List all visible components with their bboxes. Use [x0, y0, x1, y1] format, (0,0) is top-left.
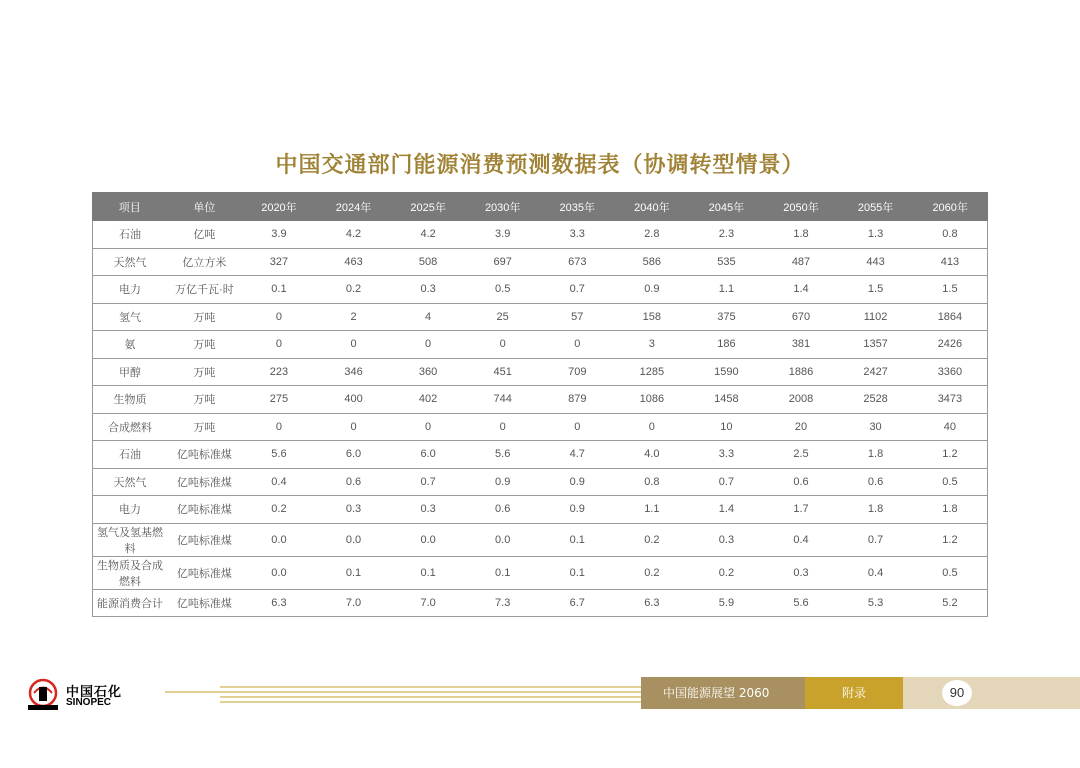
value-cell: 0.0 [242, 556, 317, 589]
value-cell: 2528 [838, 386, 913, 414]
value-cell: 0 [465, 331, 540, 359]
value-cell: 0.0 [465, 523, 540, 556]
value-cell: 1.8 [764, 221, 839, 249]
value-cell: 1357 [838, 331, 913, 359]
value-cell: 0.9 [465, 468, 540, 496]
value-cell: 1.4 [689, 496, 764, 524]
value-cell: 0.2 [689, 556, 764, 589]
value-cell: 7.0 [316, 589, 391, 617]
value-cell: 0.4 [838, 556, 913, 589]
footer-page-band [903, 677, 1080, 709]
row-unit-cell: 亿吨 [167, 221, 242, 249]
table-row [93, 523, 988, 556]
value-cell: 0.5 [913, 556, 988, 589]
table-row [93, 496, 988, 524]
page-number: 90 [942, 680, 972, 706]
value-cell: 3.3 [540, 221, 615, 249]
value-cell: 0.5 [465, 276, 540, 304]
logo-english-name: SINOPEC [66, 697, 112, 708]
value-cell: 2 [316, 303, 391, 331]
value-cell: 360 [391, 358, 466, 386]
row-unit-cell: 万吨 [167, 358, 242, 386]
value-cell: 10 [689, 413, 764, 441]
value-cell: 0.1 [316, 556, 391, 589]
value-cell: 5.6 [465, 441, 540, 469]
value-cell: 0.0 [242, 523, 317, 556]
row-item-cell: 电力 [93, 276, 168, 304]
row-unit-cell: 亿吨标准煤 [167, 496, 242, 524]
row-item-cell: 能源消费合计 [93, 589, 168, 617]
row-unit-cell: 亿吨标准煤 [167, 523, 242, 556]
value-cell: 508 [391, 248, 466, 276]
value-cell: 6.3 [242, 589, 317, 617]
value-cell: 6.3 [615, 589, 690, 617]
value-cell: 1.2 [913, 441, 988, 469]
value-cell: 402 [391, 386, 466, 414]
value-cell: 4.0 [615, 441, 690, 469]
value-cell: 5.9 [689, 589, 764, 617]
value-cell: 0.2 [615, 523, 690, 556]
footer-section-label: 附录 [805, 677, 903, 709]
value-cell: 20 [764, 413, 839, 441]
column-header: 2050年 [764, 193, 839, 221]
value-cell: 6.0 [316, 441, 391, 469]
value-cell: 879 [540, 386, 615, 414]
value-cell: 0.2 [615, 556, 690, 589]
value-cell: 1.5 [838, 276, 913, 304]
value-cell: 1.8 [838, 441, 913, 469]
value-cell: 0.0 [391, 523, 466, 556]
value-cell: 463 [316, 248, 391, 276]
table-row [93, 589, 988, 617]
value-cell: 1.1 [615, 496, 690, 524]
value-cell: 0.2 [242, 496, 317, 524]
value-cell: 0.3 [391, 276, 466, 304]
column-header: 2055年 [838, 193, 913, 221]
value-cell: 1.8 [913, 496, 988, 524]
value-cell: 1458 [689, 386, 764, 414]
value-cell: 709 [540, 358, 615, 386]
value-cell: 5.3 [838, 589, 913, 617]
value-cell: 1.5 [913, 276, 988, 304]
value-cell: 40 [913, 413, 988, 441]
row-item-cell: 甲醇 [93, 358, 168, 386]
value-cell: 1.4 [764, 276, 839, 304]
value-cell: 186 [689, 331, 764, 359]
value-cell: 7.0 [391, 589, 466, 617]
value-cell: 443 [838, 248, 913, 276]
table-row [93, 358, 988, 386]
value-cell: 0.2 [316, 276, 391, 304]
value-cell: 4.2 [391, 221, 466, 249]
value-cell: 0.9 [615, 276, 690, 304]
footer-report-title: 中国能源展望 2060 [641, 677, 805, 709]
column-header: 2020年 [242, 193, 317, 221]
value-cell: 4.2 [316, 221, 391, 249]
column-header: 2045年 [689, 193, 764, 221]
column-header: 2040年 [615, 193, 690, 221]
value-cell: 0 [540, 331, 615, 359]
value-cell: 4.7 [540, 441, 615, 469]
row-item-cell: 石油 [93, 221, 168, 249]
value-cell: 0.9 [540, 468, 615, 496]
row-unit-cell: 亿立方米 [167, 248, 242, 276]
value-cell: 451 [465, 358, 540, 386]
value-cell: 1590 [689, 358, 764, 386]
value-cell: 0 [615, 413, 690, 441]
value-cell: 0.9 [540, 496, 615, 524]
value-cell: 3 [615, 331, 690, 359]
value-cell: 1285 [615, 358, 690, 386]
value-cell: 6.7 [540, 589, 615, 617]
value-cell: 2426 [913, 331, 988, 359]
value-cell: 3473 [913, 386, 988, 414]
value-cell: 0 [316, 413, 391, 441]
value-cell: 25 [465, 303, 540, 331]
value-cell: 586 [615, 248, 690, 276]
value-cell: 400 [316, 386, 391, 414]
value-cell: 0.6 [838, 468, 913, 496]
value-cell: 1086 [615, 386, 690, 414]
column-header: 单位 [167, 193, 242, 221]
value-cell: 1886 [764, 358, 839, 386]
value-cell: 0.0 [316, 523, 391, 556]
value-cell: 375 [689, 303, 764, 331]
value-cell: 275 [242, 386, 317, 414]
table-row [93, 221, 988, 249]
value-cell: 0.7 [689, 468, 764, 496]
row-unit-cell: 万吨 [167, 413, 242, 441]
row-item-cell: 合成燃料 [93, 413, 168, 441]
value-cell: 0 [391, 413, 466, 441]
value-cell: 3.9 [465, 221, 540, 249]
row-unit-cell: 万吨 [167, 331, 242, 359]
value-cell: 0 [540, 413, 615, 441]
value-cell: 2.3 [689, 221, 764, 249]
value-cell: 0.1 [242, 276, 317, 304]
value-cell: 5.6 [242, 441, 317, 469]
row-item-cell: 天然气 [93, 248, 168, 276]
footer-decorative-lines [165, 683, 641, 703]
row-unit-cell: 亿吨标准煤 [167, 441, 242, 469]
table-row [93, 276, 988, 304]
row-item-cell: 氨 [93, 331, 168, 359]
row-item-cell: 生物质 [93, 386, 168, 414]
value-cell: 1.7 [764, 496, 839, 524]
value-cell: 0.3 [689, 523, 764, 556]
value-cell: 0.6 [316, 468, 391, 496]
row-item-cell: 氢气及氢基燃料 [93, 523, 168, 556]
value-cell: 7.3 [465, 589, 540, 617]
value-cell: 0.1 [391, 556, 466, 589]
value-cell: 0.5 [913, 468, 988, 496]
value-cell: 0.4 [764, 523, 839, 556]
value-cell: 0 [316, 331, 391, 359]
table-row [93, 441, 988, 469]
value-cell: 0.7 [838, 523, 913, 556]
value-cell: 0.6 [764, 468, 839, 496]
value-cell: 5.2 [913, 589, 988, 617]
value-cell: 0 [242, 413, 317, 441]
value-cell: 535 [689, 248, 764, 276]
value-cell: 0.8 [615, 468, 690, 496]
sinopec-logo [26, 676, 136, 716]
value-cell: 3360 [913, 358, 988, 386]
value-cell: 0.7 [391, 468, 466, 496]
value-cell: 1.1 [689, 276, 764, 304]
column-header: 2030年 [465, 193, 540, 221]
row-item-cell: 氢气 [93, 303, 168, 331]
value-cell: 673 [540, 248, 615, 276]
value-cell: 4 [391, 303, 466, 331]
column-header: 2025年 [391, 193, 466, 221]
value-cell: 0.7 [540, 276, 615, 304]
column-header: 2060年 [913, 193, 988, 221]
value-cell: 0 [242, 331, 317, 359]
value-cell: 3.3 [689, 441, 764, 469]
value-cell: 0.1 [540, 556, 615, 589]
row-item-cell: 生物质及合成燃料 [93, 556, 168, 589]
row-unit-cell: 万吨 [167, 386, 242, 414]
value-cell: 5.6 [764, 589, 839, 617]
column-header: 项目 [93, 193, 168, 221]
value-cell: 158 [615, 303, 690, 331]
energy-consumption-table [92, 192, 988, 617]
value-cell: 2008 [764, 386, 839, 414]
value-cell: 1.8 [838, 496, 913, 524]
value-cell: 0.4 [242, 468, 317, 496]
table-body [93, 221, 988, 617]
value-cell: 1.3 [838, 221, 913, 249]
table-row [93, 413, 988, 441]
value-cell: 3.9 [242, 221, 317, 249]
value-cell: 223 [242, 358, 317, 386]
value-cell: 0.6 [465, 496, 540, 524]
value-cell: 0.1 [540, 523, 615, 556]
table-header-row [93, 193, 988, 221]
table-row [93, 386, 988, 414]
row-item-cell: 石油 [93, 441, 168, 469]
table-row [93, 331, 988, 359]
value-cell: 30 [838, 413, 913, 441]
table-row [93, 556, 988, 589]
value-cell: 0 [242, 303, 317, 331]
value-cell: 0 [391, 331, 466, 359]
value-cell: 57 [540, 303, 615, 331]
value-cell: 0 [465, 413, 540, 441]
value-cell: 0.1 [465, 556, 540, 589]
value-cell: 1102 [838, 303, 913, 331]
table-row [93, 468, 988, 496]
value-cell: 6.0 [391, 441, 466, 469]
column-header: 2035年 [540, 193, 615, 221]
row-item-cell: 天然气 [93, 468, 168, 496]
value-cell: 0.3 [764, 556, 839, 589]
row-unit-cell: 亿吨标准煤 [167, 468, 242, 496]
value-cell: 0.3 [391, 496, 466, 524]
value-cell: 697 [465, 248, 540, 276]
value-cell: 413 [913, 248, 988, 276]
row-item-cell: 电力 [93, 496, 168, 524]
value-cell: 327 [242, 248, 317, 276]
row-unit-cell: 万吨 [167, 303, 242, 331]
table-row [93, 248, 988, 276]
row-unit-cell: 亿吨标准煤 [167, 589, 242, 617]
value-cell: 487 [764, 248, 839, 276]
row-unit-cell: 亿吨标准煤 [167, 556, 242, 589]
value-cell: 1.2 [913, 523, 988, 556]
value-cell: 0.3 [316, 496, 391, 524]
value-cell: 346 [316, 358, 391, 386]
value-cell: 744 [465, 386, 540, 414]
sinopec-logo-icon [26, 678, 60, 712]
row-unit-cell: 万亿千瓦·时 [167, 276, 242, 304]
value-cell: 2.5 [764, 441, 839, 469]
value-cell: 381 [764, 331, 839, 359]
value-cell: 670 [764, 303, 839, 331]
column-header: 2024年 [316, 193, 391, 221]
value-cell: 0.8 [913, 221, 988, 249]
value-cell: 2.8 [615, 221, 690, 249]
logo-chinese-name: 中国石化 [66, 685, 123, 700]
value-cell: 1864 [913, 303, 988, 331]
table-row [93, 303, 988, 331]
value-cell: 2427 [838, 358, 913, 386]
page-title: 中国交通部门能源消费预测数据表（协调转型情景） [275, 153, 805, 178]
